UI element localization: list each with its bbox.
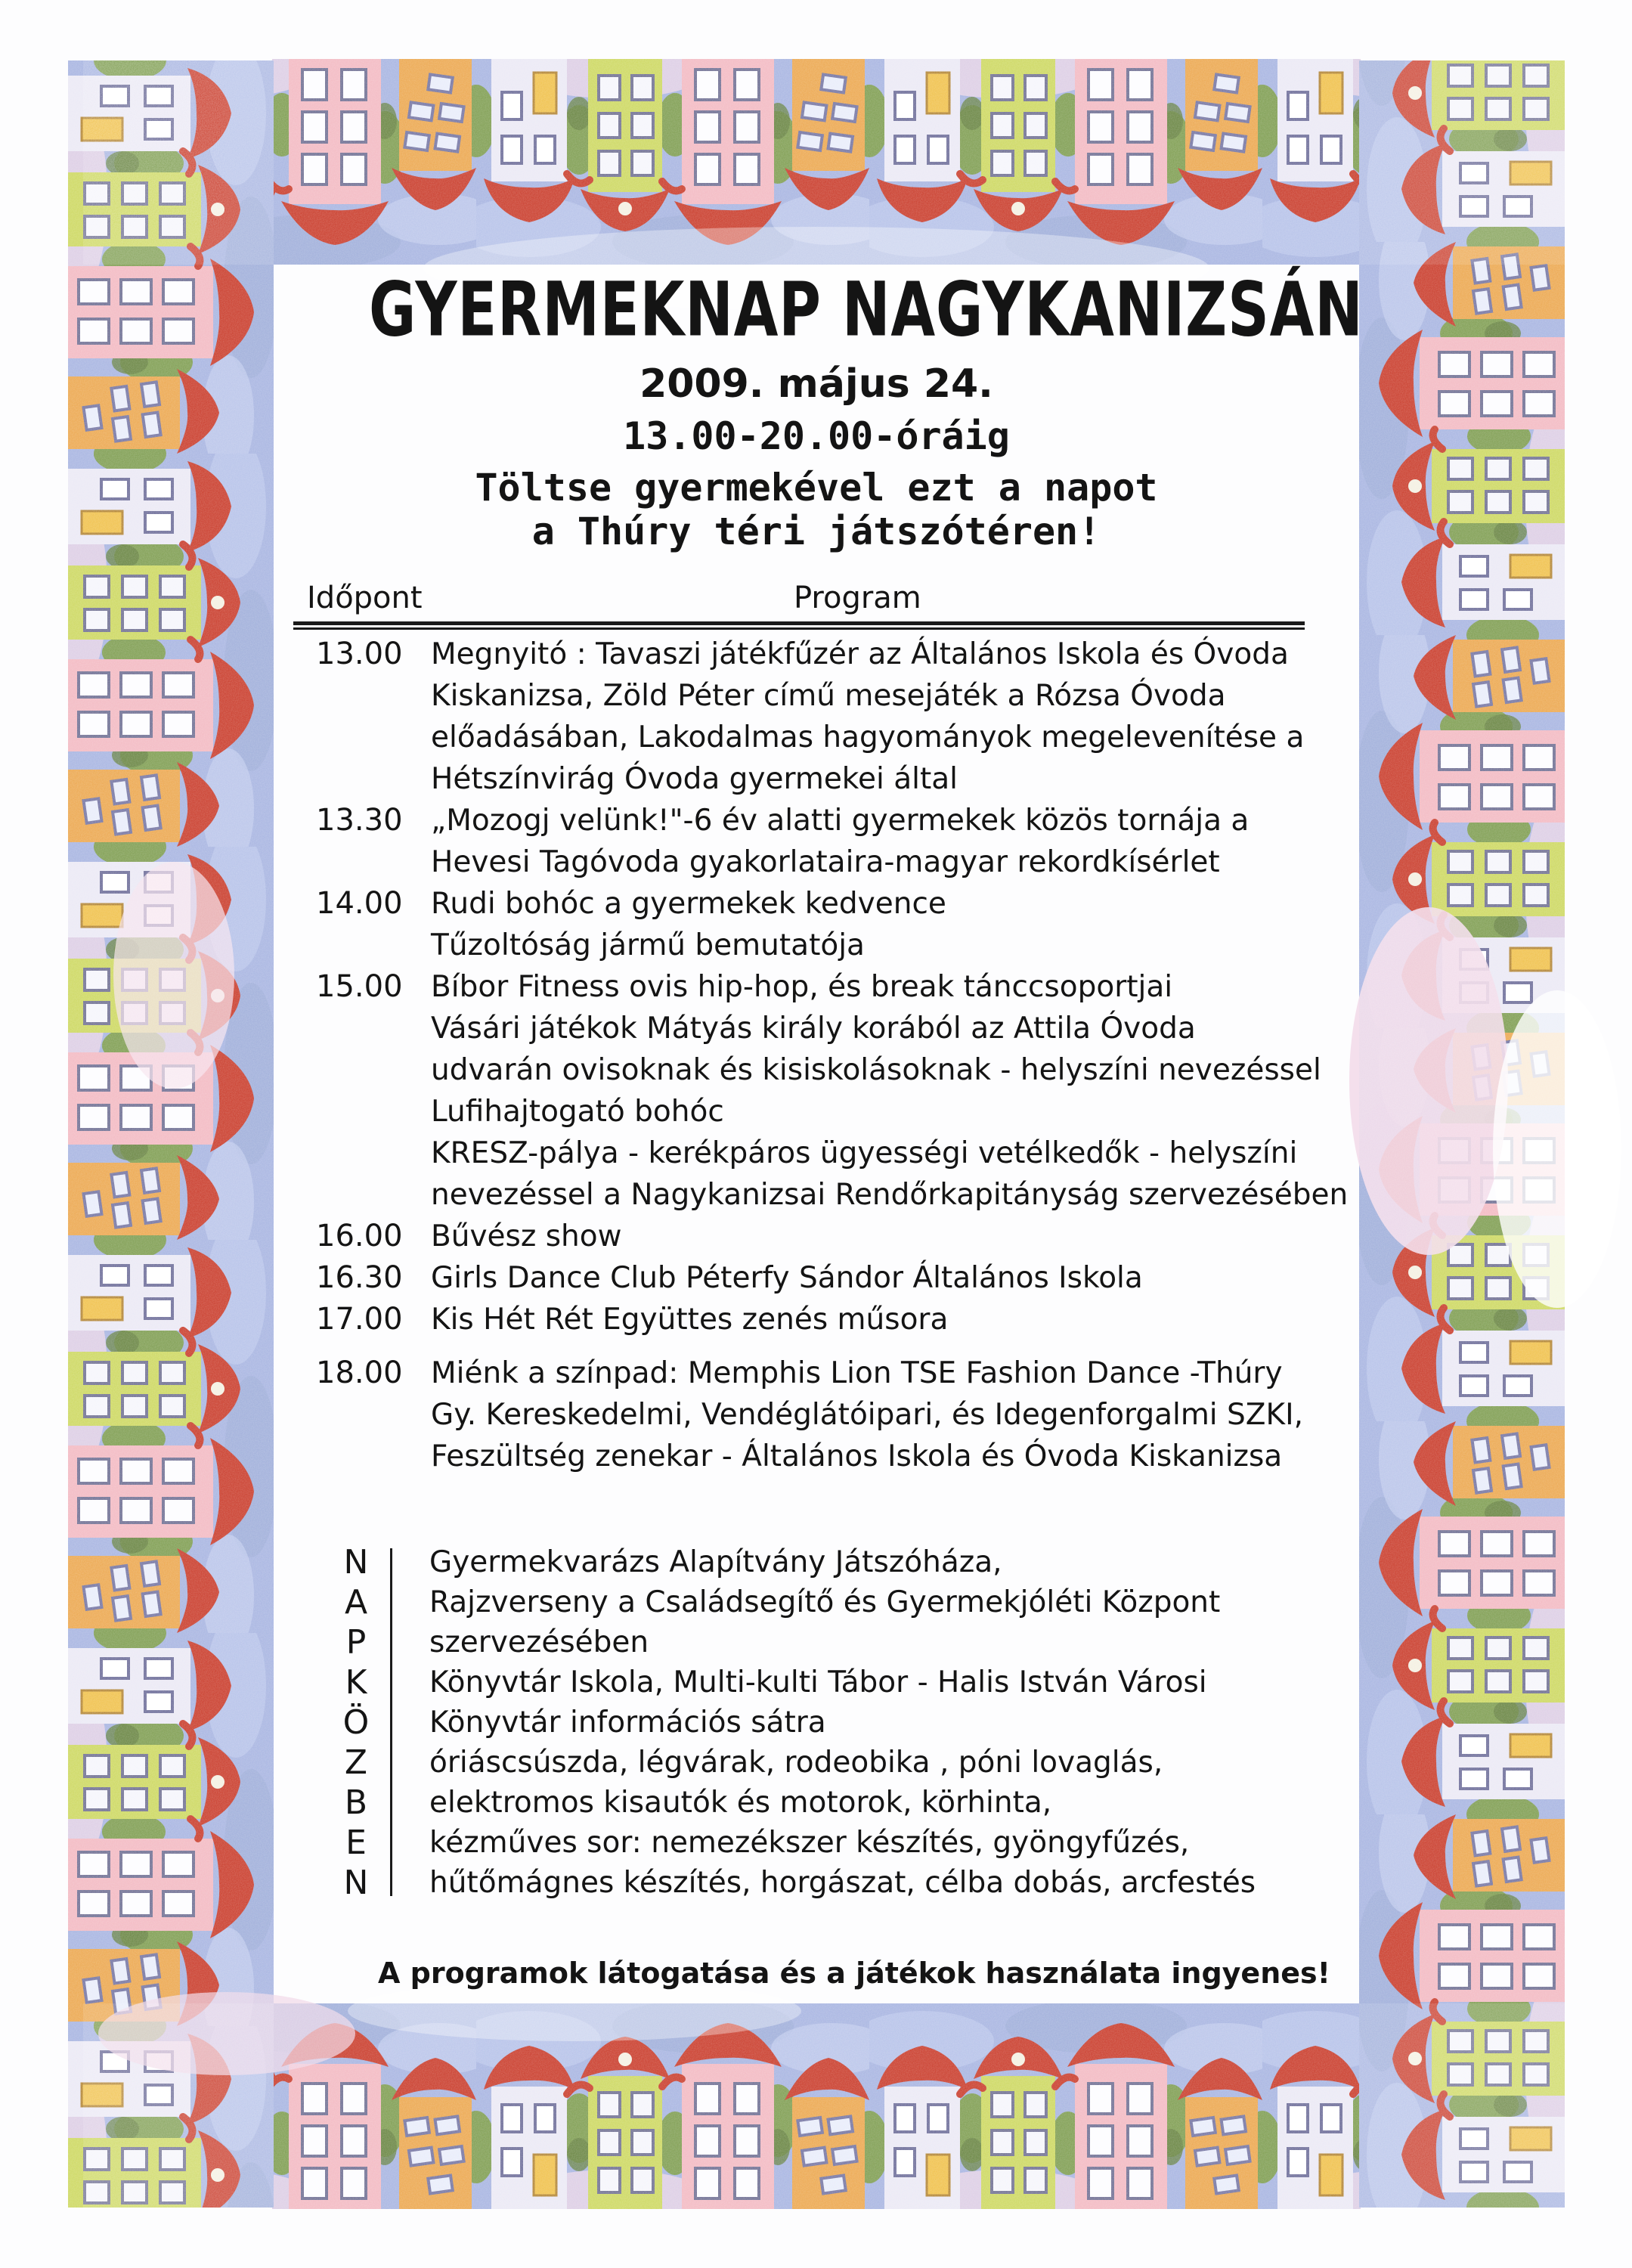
program-schedule: [257, 634, 1376, 1477]
schedule-row: [257, 883, 1376, 966]
during-day-row: [257, 1863, 1376, 1903]
schedule-row: [257, 1257, 1376, 1299]
acronym-letter: P: [345, 1623, 367, 1662]
header-double-rule: [293, 621, 1305, 630]
program-line: előadásában, Lakodalmas hagyományok megelevenítése a: [431, 720, 1305, 754]
during-day-text: Gyermekvarázs Alapítvány Játszóháza,: [429, 1545, 1002, 1579]
during-day-row: [257, 1622, 1376, 1662]
program-line: udvarán ovisoknak és kisiskolásoknak - helyszíni nevezéssel: [431, 1053, 1321, 1087]
program-line: Tűzoltóság jármű bemutatója: [431, 928, 865, 962]
acronym-letter: Ö: [342, 1703, 370, 1742]
program-line: Hétszínvirág Óvoda gyermekei által: [431, 762, 958, 796]
during-day-row: [257, 1582, 1376, 1622]
during-day-text: Rajzverseny a Családsegítő és Gyermekjóléti Központ: [429, 1585, 1221, 1619]
free-admission-note: A programok látogatása és a játékok használata ingyenes!: [378, 1957, 1330, 1990]
schedule-time: 13.00: [316, 637, 403, 671]
schedule-time: 16.30: [316, 1260, 403, 1295]
acronym-letter: K: [345, 1663, 367, 1702]
program-line: Gy. Kereskedelmi, Vendéglátóipari, és Idegenforgalmi SZKI,: [431, 1398, 1303, 1432]
program-line: Lufihajtogató bohóc: [431, 1095, 724, 1129]
schedule-program: [431, 800, 1376, 883]
poster-title: GYERMEKNAP NAGYKANIZSÁN: [369, 266, 1364, 354]
program-line: Miénk a színpad: Memphis Lion TSE Fashion Dance -Thúry: [431, 1356, 1283, 1390]
during-day-text: óriáscsúszda, légvárak, rodeobika , póni lovaglás,: [429, 1746, 1163, 1780]
schedule-time: 18.00: [316, 1356, 403, 1390]
program-line: Vásári játékok Mátyás király korából az Attila Óvoda: [431, 1012, 1196, 1046]
column-header-time: Időpont: [307, 581, 423, 615]
during-day-text: kézműves sor: nemezékszer készítés, gyöngyfűzés,: [429, 1826, 1190, 1860]
during-day-row: [257, 1703, 1376, 1743]
acronym-letter: E: [345, 1823, 367, 1862]
during-day-row: [257, 1823, 1376, 1863]
during-day-row: [257, 1662, 1376, 1703]
schedule-program: [431, 634, 1376, 800]
during-day-text: Könyvtár információs sátra: [429, 1706, 826, 1740]
event-hours: 13.00-20.00-óráig: [623, 414, 1010, 458]
schedule-table-header: [257, 581, 1376, 618]
schedule-row: [257, 800, 1376, 883]
schedule-row: [257, 1216, 1376, 1257]
schedule-time: 16.00: [316, 1219, 403, 1253]
schedule-program: [431, 1352, 1376, 1477]
program-line: „Mozogj velünk!"-6 év alatti gyermekek közös tornája a: [431, 804, 1250, 838]
program-line: Feszültség zenekar - Általános Iskola és Óvoda Kiskanizsa: [431, 1439, 1283, 1473]
event-date: 2009. május 24.: [639, 361, 993, 407]
during-day-text: elektromos kisautók és motorok, körhinta,: [429, 1786, 1052, 1820]
program-line: Rudi bohóc a gyermekek kedvence: [431, 887, 946, 921]
program-line: Hevesi Tagóvoda gyakorlataira-magyar rekordkísérlet: [431, 845, 1220, 879]
program-line: Bűvész show: [431, 1219, 622, 1253]
schedule-time: 13.30: [316, 803, 403, 838]
during-day-row: [257, 1783, 1376, 1823]
invite-line-1: Töltse gyermekével ezt a napot: [475, 466, 1158, 510]
schedule-program: [431, 966, 1376, 1216]
schedule-row: [257, 1352, 1376, 1477]
invite-line-2: a Thúry téri játszótéren!: [531, 510, 1101, 553]
schedule-program: [431, 1299, 1376, 1340]
during-day-section: [257, 1542, 1376, 1903]
schedule-time: 15.00: [316, 969, 403, 1004]
during-day-text: hűtőmágnes készítés, horgászat, célba dobás, arcfestés: [429, 1866, 1256, 1900]
acronym-letter: N: [343, 1864, 369, 1902]
program-line: Girls Dance Club Péterfy Sándor Általános Iskola: [431, 1261, 1143, 1295]
column-header-program: Program: [794, 581, 921, 615]
during-day-text: szervezésében: [429, 1625, 649, 1659]
schedule-row: [257, 1299, 1376, 1340]
program-line: Kiskanizsa, Zöld Péter című mesejáték a Rózsa Óvoda: [431, 679, 1226, 713]
acronym-letter: Z: [344, 1743, 368, 1782]
acronym-letter: A: [344, 1583, 368, 1622]
during-day-text: Könyvtár Iskola, Multi-kulti Tábor - Halis István Városi: [429, 1665, 1207, 1699]
program-line: KRESZ-pálya - kerékpáros ügyességi vetélkedők - helyszíni: [431, 1136, 1298, 1170]
during-day-rows: [257, 1542, 1376, 1903]
during-day-row: [257, 1542, 1376, 1582]
schedule-program: [431, 1216, 1376, 1257]
poster-content: [257, 249, 1376, 2139]
schedule-program: [431, 1257, 1376, 1299]
program-line: Bíbor Fitness ovis hip-hop, és break tánccsoportjai: [431, 970, 1173, 1004]
acronym-letter: N: [343, 1543, 369, 1582]
schedule-program: [431, 883, 1376, 966]
during-day-row: [257, 1743, 1376, 1783]
schedule-row: [257, 966, 1376, 1216]
acronym-letter: B: [344, 1783, 368, 1822]
program-line: Megnyitó : Tavaszi játékfűzér az Általános Iskola és Óvoda: [431, 637, 1289, 671]
schedule-row: [257, 634, 1376, 800]
schedule-time: 17.00: [316, 1302, 403, 1337]
schedule-time: 14.00: [316, 886, 403, 921]
program-line: nevezéssel a Nagykanizsai Rendőrkapitányság szervezésében: [431, 1178, 1349, 1212]
program-line: Kis Hét Rét Együttes zenés műsora: [431, 1303, 949, 1337]
